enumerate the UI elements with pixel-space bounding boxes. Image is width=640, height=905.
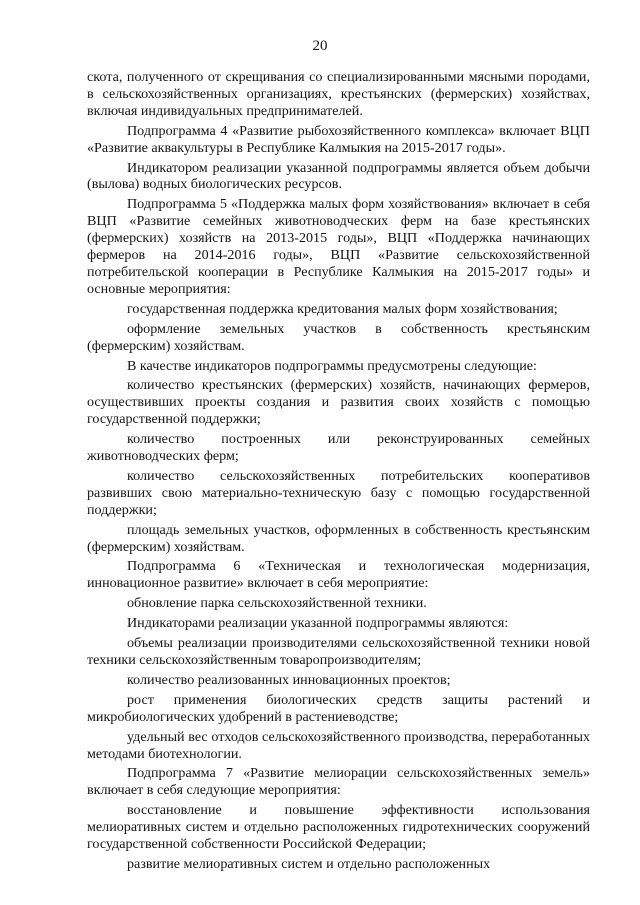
paragraph: Подпрограмма 6 «Техническая и технологическая модернизация, инновационное развитие» включает в себя мероприятие: [87, 558, 590, 592]
list-item: восстановление и повышение эффективности использования мелиоративных систем и отдельно расположенных гидротехнических сооружений государственной собственности Российской Федерации; [87, 802, 590, 853]
paragraph: Подпрограмма 7 «Развитие мелиорации сельскохозяйственных земель» включает в себя следующие мероприятия: [87, 765, 590, 799]
document-body [87, 69, 590, 873]
list-item: обновление парка сельскохозяйственной техники. [127, 595, 427, 612]
list-item: количество построенных или реконструированных семейных животноводческих ферм; [87, 431, 590, 465]
list-item: оформление земельных участков в собственность крестьянским (фермерским) хозяйствам. [87, 320, 590, 354]
list-item: государственная поддержка кредитования малых форм хозяйствования; [127, 300, 558, 317]
paragraph: В качестве индикаторов подпрограммы предусмотрены следующие: [127, 357, 537, 374]
list-item: объемы реализации производителями сельскохозяйственной техники новой техники сельскохозяйственным товаропроизводителям; [87, 635, 590, 668]
list-item: удельный вес отходов сельскохозяйственного производства, переработанных методами биотехнологии. [87, 728, 590, 762]
paragraph: Подпрограмма 4 «Развитие рыбохозяйственного комплекса» включает ВЦП «Развитие аквакультуры в Республике Калмыкия на 2015-2017 годы». [87, 122, 590, 156]
list-item: площадь земельных участков, оформленных в собственность крестьянским (фермерским) хозяйствам. [87, 521, 590, 555]
list-item: количество крестьянских (фермерских) хозяйств, начинающих фермеров, осуществивших проекты создания и развития своих хозяйств с помощью государственной поддержки; [87, 377, 590, 428]
page-number: 20 [312, 38, 328, 54]
list-item: рост применения биологических средств защиты растений и микробиологических удобрений в растениеводстве; [87, 691, 590, 725]
list-item: развитие мелиоративных систем и отдельно расположенных [127, 855, 491, 872]
paragraph: Индикаторами реализации указанной подпрограммы являются: [127, 615, 509, 632]
list-item: количество сельскохозяйственных потребительских кооперативов развивших свою материально-техническую базу с помощью государственной поддержки; [87, 467, 590, 518]
paragraph: Индикатором реализации указанной подпрограммы является объем добычи (вылова) водных биологических ресурсов. [87, 159, 590, 193]
paragraph: скота, полученного от скрещивания со специализированными мясными породами, в сельскохозяйственных организациях, крестьянских (фермерских) хозяйствах, включая индивидуальных предпринимателей. [87, 69, 590, 119]
paragraph: Подпрограмма 5 «Поддержка малых форм хозяйствования» включает в себя ВЦП «Развитие семейных животноводческих ферм на базе крестьянских (фермерских) хозяйств на 2013-2015 годы», ВЦП «Поддержка начинающих фермеров на 2014-2016 годы», ВЦП «Развитие сельскохозяйственной потребительской кооперации в Республике Калмыкия на 2015-2017 годы» и основные мероприятия: [87, 196, 590, 297]
list-item: количество реализованных инновационных проектов; [127, 671, 451, 688]
